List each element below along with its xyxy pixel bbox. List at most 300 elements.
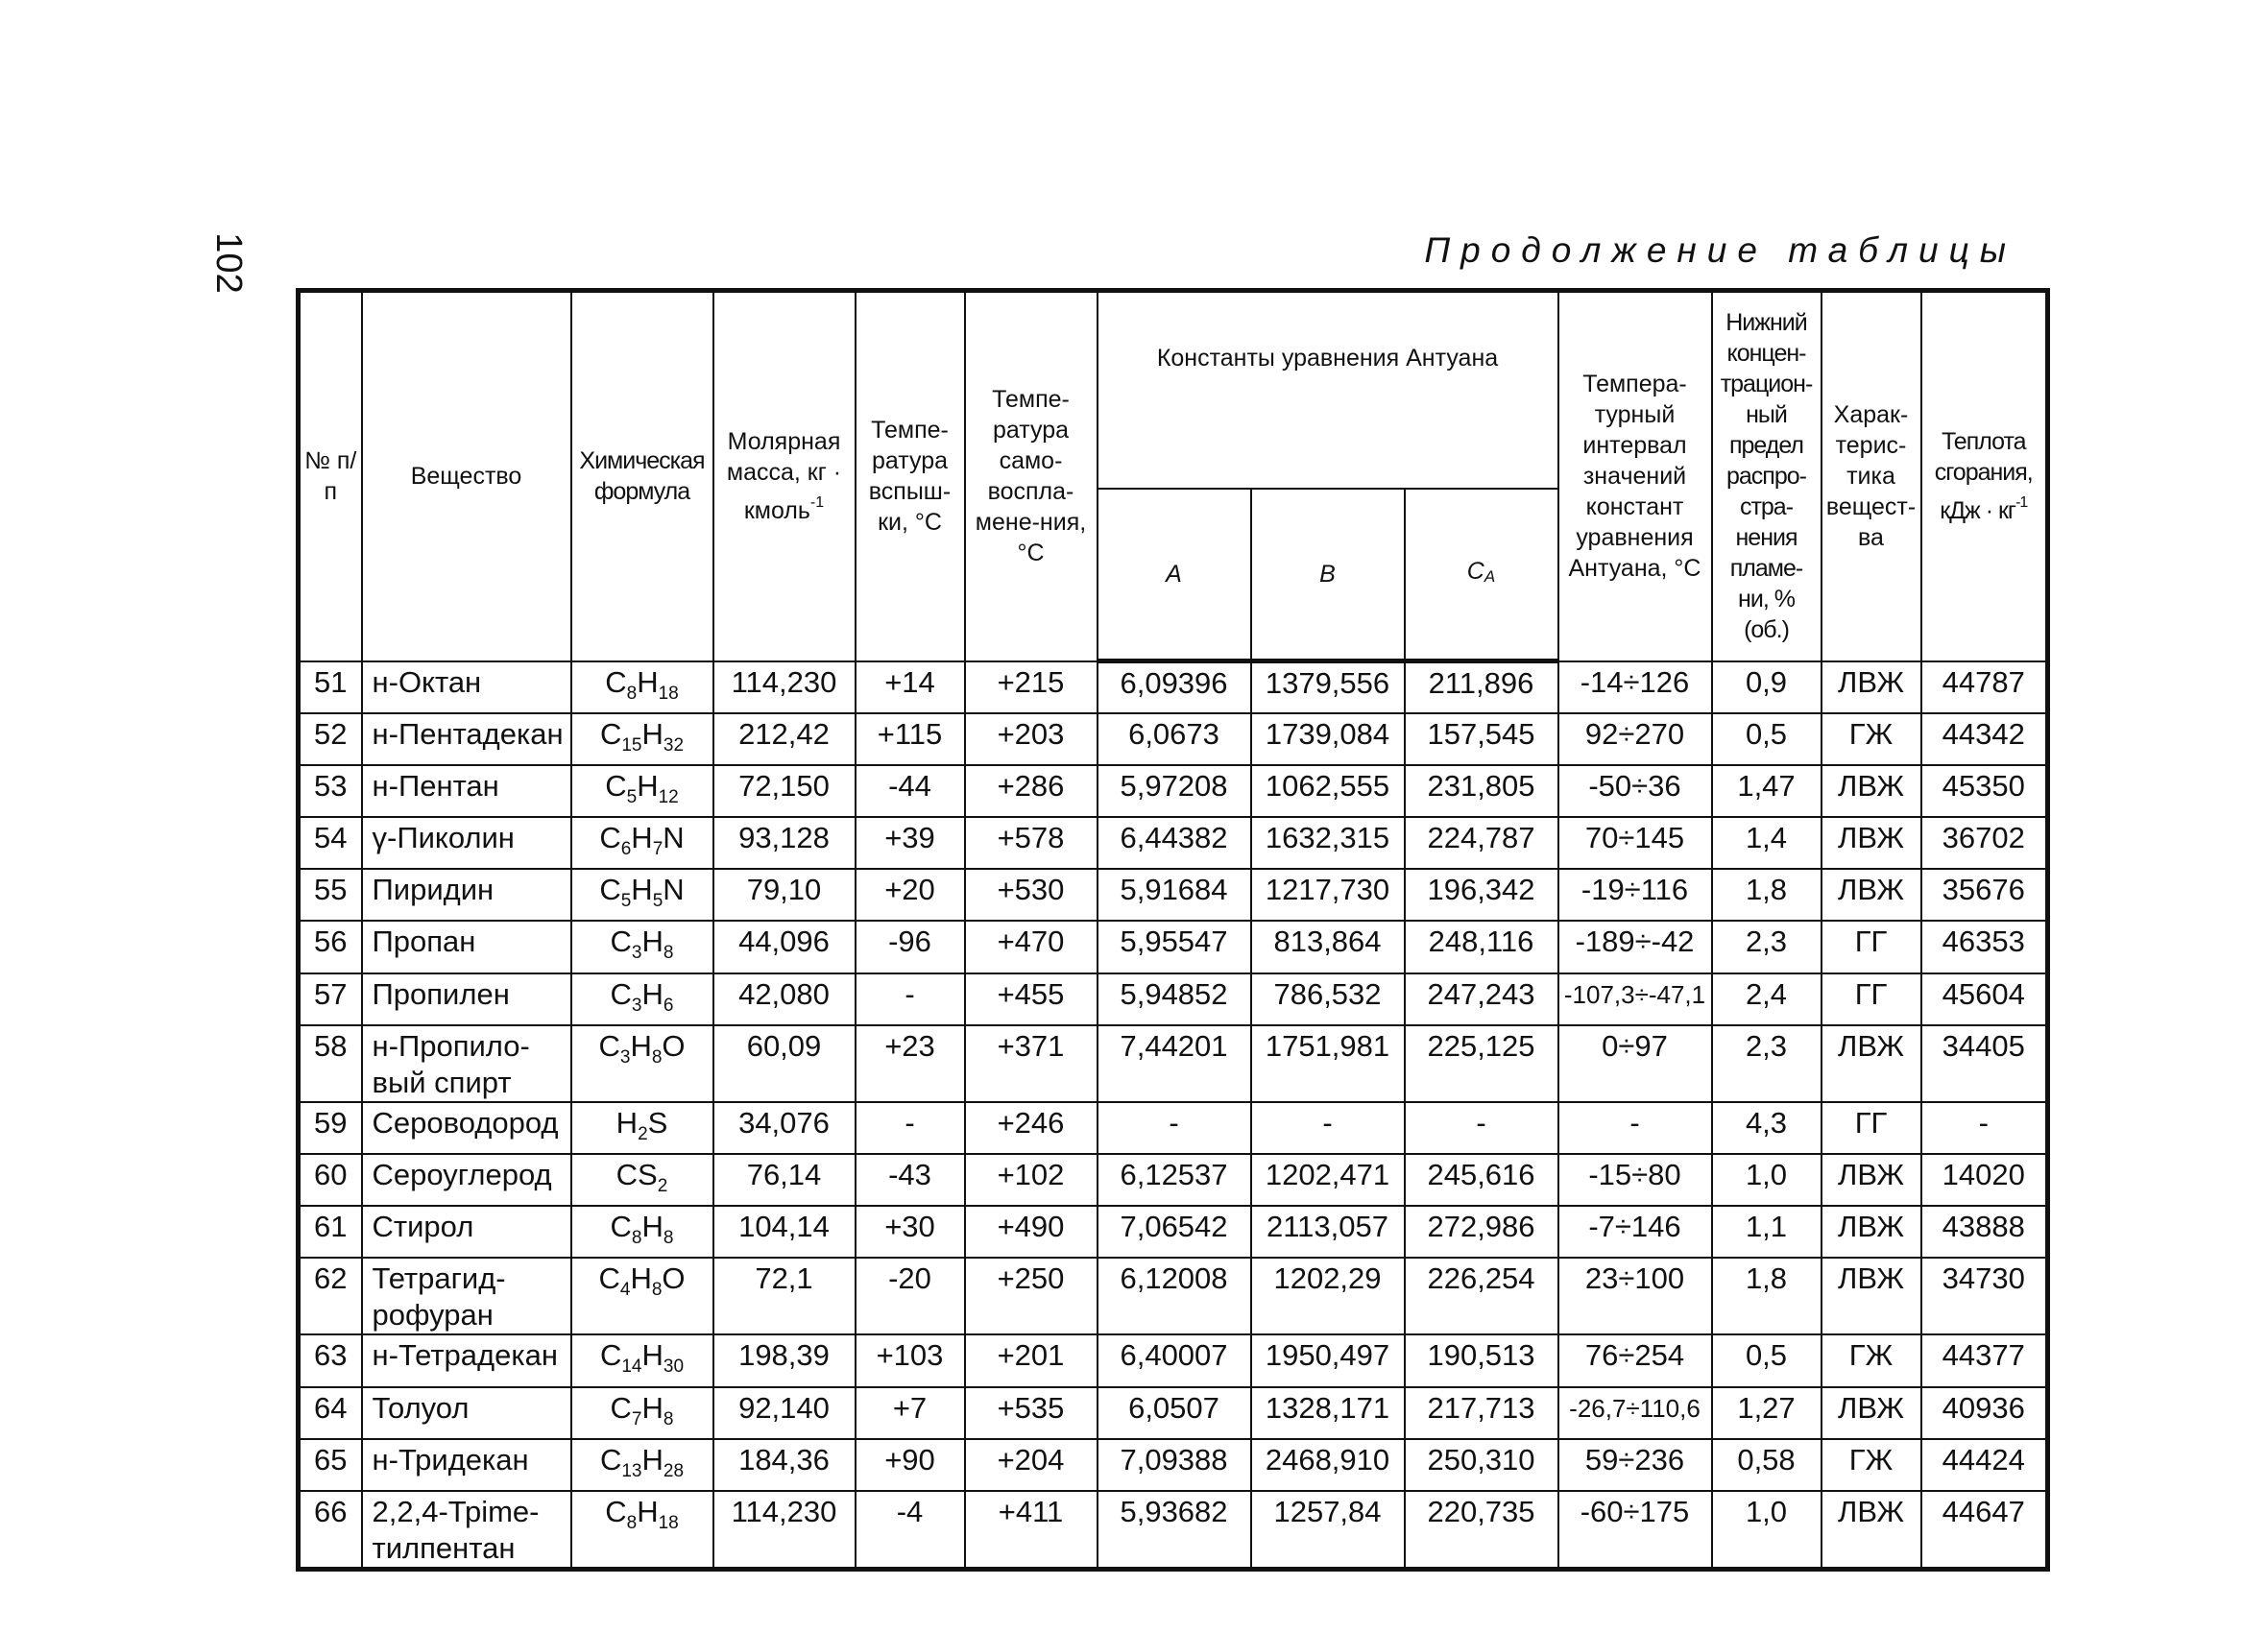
cell-flash-point: +90 [856,1439,965,1491]
table-row [299,1025,2048,1102]
cell-const-a: 6,12008 [1098,1258,1251,1334]
header-temp-interval: Темпера-турный интервал значений констант уравнения Антуана, °С [1558,291,1712,661]
table-row [299,973,2048,1025]
cell-temp-interval: 76÷254 [1558,1334,1712,1386]
cell-substance: Пропилен [362,973,571,1025]
cell-formula [571,1025,713,1102]
cell-num: 59 [299,1102,362,1154]
cell-formula [571,1387,713,1439]
cell-molar-mass: 72,150 [713,765,856,817]
cell-characteristic: ЛВЖ [1822,661,1921,713]
cell-molar-mass: 198,39 [713,1334,856,1386]
cell-const-b: 1202,471 [1251,1154,1405,1206]
cell-substance: н-Пентан [362,765,571,817]
cell-const-a: 6,12537 [1098,1154,1251,1206]
cell-heat-of-combustion: - [1921,1102,2048,1154]
cell-formula [571,1491,713,1570]
cell-const-c: 196,342 [1405,869,1558,921]
formula-element: H [630,1028,652,1063]
cell-lower-limit: 0,58 [1712,1439,1822,1491]
table-continuation-caption: Продолжение таблицы [1424,230,2016,270]
formula-subscript: 13 [621,1460,642,1481]
cell-const-b: 1739,084 [1251,713,1405,765]
cell-lower-limit: 2,3 [1712,1025,1822,1102]
table-row [299,869,2048,921]
table-row [299,1154,2048,1206]
header-substance: Вещество [362,291,571,661]
cell-const-c: 231,805 [1405,765,1558,817]
cell-const-b: 786,532 [1251,973,1405,1025]
table-row [299,1102,2048,1154]
formula-element: N [663,873,685,907]
cell-characteristic: ЛВЖ [1822,817,1921,869]
formula-subscript: 8 [651,1047,663,1068]
cell-const-a: 5,97208 [1098,765,1251,817]
cell-num: 54 [299,817,362,869]
cell-substance: Пиридин [362,869,571,921]
formula-element: C [610,1390,632,1425]
cell-num: 66 [299,1491,362,1570]
formula-element: C [598,1028,620,1063]
cell-formula [571,869,713,921]
cell-temp-interval: 70÷145 [1558,817,1712,869]
cell-flash-point: +39 [856,817,965,869]
cell-molar-mass: 34,076 [713,1102,856,1154]
cell-molar-mass: 72,1 [713,1258,856,1334]
cell-molar-mass: 114,230 [713,1491,856,1570]
cell-const-c: 225,125 [1405,1025,1558,1102]
cell-characteristic: ЛВЖ [1822,869,1921,921]
cell-temp-interval: 23÷100 [1558,1258,1712,1334]
cell-heat-of-combustion: 34405 [1921,1025,2048,1102]
cell-const-b: 2113,057 [1251,1206,1405,1258]
header-heat-text: Теплота сгорания, кДж · кг [1934,428,2033,525]
formula-element: C [610,1210,632,1244]
cell-formula [571,765,713,817]
cell-molar-mass: 184,36 [713,1439,856,1491]
cell-formula [571,661,713,713]
substances-table [296,288,2050,1572]
cell-const-a: 7,44201 [1098,1025,1251,1102]
formula-subscript: 6 [663,995,674,1016]
cell-const-c: 157,545 [1405,713,1558,765]
cell-formula [571,1154,713,1206]
cell-const-b: - [1251,1102,1405,1154]
cell-formula [571,973,713,1025]
cell-characteristic: ЛВЖ [1822,1206,1921,1258]
cell-temp-interval: -14÷126 [1558,661,1712,713]
table-row [299,1387,2048,1439]
cell-const-a: 7,09388 [1098,1439,1251,1491]
formula-subscript: 7 [631,1408,642,1429]
cell-autoignition: +201 [965,1334,1098,1386]
cell-flash-point: +20 [856,869,965,921]
cell-num: 62 [299,1258,362,1334]
cell-num: 56 [299,921,362,973]
cell-formula [571,1102,713,1154]
cell-const-c: 211,896 [1405,661,1558,713]
header-molar-mass-exp: -1 [809,494,825,512]
cell-heat-of-combustion: 45350 [1921,765,2048,817]
header-formula: Химическая формула [571,291,713,661]
cell-temp-interval: -7÷146 [1558,1206,1712,1258]
cell-temp-interval: -26,7÷110,6 [1558,1387,1712,1439]
table-row [299,1334,2048,1386]
cell-heat-of-combustion: 44424 [1921,1439,2048,1491]
formula-subscript: 15 [621,734,642,756]
formula-subscript: 5 [620,891,632,912]
cell-flash-point: -43 [856,1154,965,1206]
cell-lower-limit: 0,5 [1712,1334,1822,1386]
cell-characteristic: ГГ [1822,973,1921,1025]
table-header [299,291,2048,661]
table-row [299,1206,2048,1258]
formula-element: C [610,976,632,1011]
cell-num: 65 [299,1439,362,1491]
cell-flash-point: +23 [856,1025,965,1102]
header-const-c [1405,489,1558,661]
cell-autoignition: +411 [965,1491,1098,1570]
formula-element: C [599,1338,622,1373]
formula-subscript: 5 [626,787,638,808]
cell-lower-limit: 2,3 [1712,921,1822,973]
formula-element: H [641,1442,664,1477]
cell-const-b: 1751,981 [1251,1025,1405,1102]
cell-heat-of-combustion: 46353 [1921,921,2048,973]
formula-subscript: 8 [631,1228,642,1249]
cell-formula [571,1206,713,1258]
formula-subscript: 8 [663,1408,674,1429]
header-antoine-constants: Константы уравнения Антуана [1098,291,1558,489]
formula-element: H [641,976,664,1011]
cell-substance: н-Пропило-вый спирт [362,1025,571,1102]
cell-substance: н-Тридекан [362,1439,571,1491]
cell-formula [571,921,713,973]
header-const-c-subscript: A [1484,566,1496,586]
cell-lower-limit: 0,5 [1712,713,1822,765]
formula-subscript: 18 [658,1513,679,1534]
cell-autoignition: +455 [965,973,1098,1025]
cell-const-b: 1379,556 [1251,661,1405,713]
cell-const-c: 245,616 [1405,1154,1558,1206]
cell-flash-point: +103 [856,1334,965,1386]
cell-const-a: 5,93682 [1098,1491,1251,1570]
formula-element: C [599,1442,622,1477]
formula-subscript: 7 [652,839,664,860]
cell-formula [571,713,713,765]
formula-subscript: 5 [652,891,664,912]
table-row [299,817,2048,869]
cell-temp-interval: -50÷36 [1558,765,1712,817]
header-molar-mass [713,291,856,661]
cell-lower-limit: 1,4 [1712,817,1822,869]
cell-flash-point: -96 [856,921,965,973]
cell-molar-mass: 79,10 [713,869,856,921]
cell-formula [571,1439,713,1491]
table-row [299,1258,2048,1334]
formula-element: O [662,1028,686,1063]
formula-subscript: 8 [626,1513,638,1534]
cell-autoignition: +215 [965,661,1098,713]
cell-flash-point: -20 [856,1258,965,1334]
cell-autoignition: +470 [965,921,1098,973]
table-row [299,921,2048,973]
cell-num: 58 [299,1025,362,1102]
cell-num: 53 [299,765,362,817]
cell-flash-point: -4 [856,1491,965,1570]
cell-heat-of-combustion: 45604 [1921,973,2048,1025]
cell-const-a: - [1098,1102,1251,1154]
cell-heat-of-combustion: 36702 [1921,817,2048,869]
formula-element: H [631,821,653,855]
formula-element: H [615,1105,639,1140]
cell-temp-interval: - [1558,1102,1712,1154]
cell-substance: н-Тетрадекан [362,1334,571,1386]
cell-const-c: 226,254 [1405,1258,1558,1334]
cell-num: 61 [299,1206,362,1258]
cell-temp-interval: 92÷270 [1558,713,1712,765]
cell-heat-of-combustion: 43888 [1921,1206,2048,1258]
formula-subscript: 32 [663,734,685,756]
cell-characteristic: ЛВЖ [1822,765,1921,817]
cell-lower-limit: 2,4 [1712,973,1822,1025]
formula-subscript: 14 [621,1357,642,1378]
cell-const-b: 2468,910 [1251,1439,1405,1491]
cell-heat-of-combustion: 14020 [1921,1154,2048,1206]
cell-autoignition: +286 [965,765,1098,817]
formula-element: H [641,716,664,751]
cell-const-a: 5,95547 [1098,921,1251,973]
cell-lower-limit: 1,8 [1712,1258,1822,1334]
cell-const-a: 6,40007 [1098,1334,1251,1386]
table-row [299,713,2048,765]
cell-substance: γ-Пиколин [362,817,571,869]
header-heat-of-combustion [1921,291,2048,661]
cell-temp-interval: -60÷175 [1558,1491,1712,1570]
cell-characteristic: ГГ [1822,921,1921,973]
cell-num: 63 [299,1334,362,1386]
cell-lower-limit: 0,9 [1712,661,1822,713]
cell-substance: 2,2,4-Трime-тилпентан [362,1491,571,1570]
cell-autoignition: +203 [965,713,1098,765]
cell-substance: Толуол [362,1387,571,1439]
cell-num: 52 [299,713,362,765]
cell-const-c: 250,310 [1405,1439,1558,1491]
cell-formula [571,1334,713,1386]
cell-heat-of-combustion: 44787 [1921,661,2048,713]
cell-molar-mass: 42,080 [713,973,856,1025]
formula-subscript: 3 [619,1047,631,1068]
cell-autoignition: +246 [965,1102,1098,1154]
cell-substance: Пропан [362,921,571,973]
formula-subscript: 8 [663,1228,674,1249]
cell-num: 55 [299,869,362,921]
cell-const-a: 6,0507 [1098,1387,1251,1439]
cell-molar-mass: 76,14 [713,1154,856,1206]
cell-const-c: 272,986 [1405,1206,1558,1258]
formula-element: H [630,1261,652,1296]
formula-subscript: 2 [638,1124,648,1144]
cell-const-a: 6,0673 [1098,713,1251,765]
table-body [299,661,2048,1570]
cell-lower-limit: 1,27 [1712,1387,1822,1439]
formula-subscript: 8 [626,683,638,704]
cell-autoignition: +371 [965,1025,1098,1102]
cell-const-c: 224,787 [1405,817,1558,869]
cell-lower-limit: 1,47 [1712,765,1822,817]
formula-element: H [637,768,659,803]
formula-element: C [598,1261,620,1296]
table-row [299,1439,2048,1491]
cell-heat-of-combustion: 40936 [1921,1387,2048,1439]
cell-flash-point: +30 [856,1206,965,1258]
cell-temp-interval: 59÷236 [1558,1439,1712,1491]
cell-characteristic: ГГ [1822,1102,1921,1154]
cell-temp-interval: -19÷116 [1558,869,1712,921]
formula-subscript: 8 [663,943,674,964]
cell-heat-of-combustion: 44377 [1921,1334,2048,1386]
cell-substance: н-Пентадекан [362,713,571,765]
header-autoignition: Темпе-ратура само-воспла-мене-ния, °С [965,291,1098,661]
cell-const-c: 217,713 [1405,1387,1558,1439]
cell-const-c: 220,735 [1405,1491,1558,1570]
cell-lower-limit: 1,0 [1712,1491,1822,1570]
formula-element: C [605,1494,627,1528]
cell-molar-mass: 60,09 [713,1025,856,1102]
cell-flash-point: +7 [856,1387,965,1439]
header-heat-exp: -1 [2015,494,2028,512]
cell-num: 51 [299,661,362,713]
formula-element: S [647,1105,668,1140]
header-lower-limit: Нижний концен-трацион-ный предел распро-стра-нения пламе-ни, % (об.) [1712,291,1822,661]
cell-molar-mass: 104,14 [713,1206,856,1258]
cell-lower-limit: 1,1 [1712,1206,1822,1258]
cell-const-b: 1217,730 [1251,869,1405,921]
formula-element: C [599,873,621,907]
cell-const-c: 248,116 [1405,921,1558,973]
cell-formula [571,817,713,869]
cell-autoignition: +490 [965,1206,1098,1258]
formula-element: C [599,716,622,751]
header-molar-mass-text: Молярная масса, кг · кмоль [726,428,842,525]
cell-characteristic: ГЖ [1822,713,1921,765]
cell-autoignition: +535 [965,1387,1098,1439]
cell-const-c: 190,513 [1405,1334,1558,1386]
cell-temp-interval: -189÷-42 [1558,921,1712,973]
formula-subscript: 8 [651,1280,663,1301]
cell-const-c: 247,243 [1405,973,1558,1025]
formula-element: H [641,925,664,959]
formula-subscript: 4 [619,1280,631,1301]
cell-num: 60 [299,1154,362,1206]
cell-formula [571,1258,713,1334]
formula-element: H [641,1390,664,1425]
cell-characteristic: ГЖ [1822,1334,1921,1386]
cell-substance: Сероуглерод [362,1154,571,1206]
formula-subscript: 2 [657,1176,668,1197]
cell-temp-interval: 0÷97 [1558,1025,1712,1102]
formula-subscript: 30 [663,1357,685,1378]
cell-molar-mass: 92,140 [713,1387,856,1439]
formula-element: H [631,873,653,907]
formula-element: C [610,925,632,959]
formula-element: C [605,664,627,699]
cell-substance: н-Октан [362,661,571,713]
cell-const-a: 5,91684 [1098,869,1251,921]
cell-flash-point: - [856,1102,965,1154]
cell-lower-limit: 4,3 [1712,1102,1822,1154]
cell-const-a: 7,06542 [1098,1206,1251,1258]
cell-characteristic: ЛВЖ [1822,1387,1921,1439]
header-const-a: A [1098,489,1251,661]
formula-subscript: 3 [631,995,642,1016]
formula-subscript: 6 [620,839,632,860]
cell-const-b: 1257,84 [1251,1491,1405,1570]
cell-const-a: 6,44382 [1098,817,1251,869]
cell-num: 64 [299,1387,362,1439]
cell-characteristic: ГЖ [1822,1439,1921,1491]
formula-element: H [641,1210,664,1244]
cell-autoignition: +102 [965,1154,1098,1206]
cell-lower-limit: 1,8 [1712,869,1822,921]
cell-characteristic: ЛВЖ [1822,1258,1921,1334]
formula-element: H [637,1494,659,1528]
header-num: № п/п [299,291,362,661]
formula-element: C [599,821,621,855]
cell-characteristic: ЛВЖ [1822,1491,1921,1570]
cell-temp-interval: -107,3÷-47,1 [1558,973,1712,1025]
table-row [299,765,2048,817]
cell-const-b: 1950,497 [1251,1334,1405,1386]
cell-molar-mass: 93,128 [713,817,856,869]
header-const-b: B [1251,489,1405,661]
cell-substance: Сероводород [362,1102,571,1154]
cell-num: 57 [299,973,362,1025]
header-flash-point: Темпе-ратура вспыш-ки, °С [856,291,965,661]
cell-substance: Тетрагид-рофуран [362,1258,571,1334]
page-number: 102 [208,232,250,294]
cell-autoignition: +204 [965,1439,1098,1491]
table-row [299,661,2048,713]
formula-element: O [662,1261,686,1296]
cell-characteristic: ЛВЖ [1822,1154,1921,1206]
header-const-c-letter: C [1466,557,1484,585]
formula-element: C [605,768,627,803]
cell-const-b: 813,864 [1251,921,1405,973]
cell-flash-point: +115 [856,713,965,765]
cell-molar-mass: 114,230 [713,661,856,713]
cell-heat-of-combustion: 35676 [1921,869,2048,921]
cell-const-c: - [1405,1102,1558,1154]
cell-autoignition: +578 [965,817,1098,869]
formula-subscript: 3 [631,943,642,964]
cell-const-b: 1062,555 [1251,765,1405,817]
cell-const-b: 1632,315 [1251,817,1405,869]
cell-const-a: 6,09396 [1098,661,1251,713]
formula-element: CS [615,1158,658,1191]
cell-flash-point: -44 [856,765,965,817]
formula-element: N [663,821,685,855]
formula-subscript: 28 [663,1460,685,1481]
formula-element: H [637,664,659,699]
cell-characteristic: ЛВЖ [1822,1025,1921,1102]
cell-heat-of-combustion: 44342 [1921,713,2048,765]
cell-molar-mass: 212,42 [713,713,856,765]
formula-element: H [641,1338,664,1373]
cell-molar-mass: 44,096 [713,921,856,973]
cell-heat-of-combustion: 44647 [1921,1491,2048,1570]
cell-lower-limit: 1,0 [1712,1154,1822,1206]
